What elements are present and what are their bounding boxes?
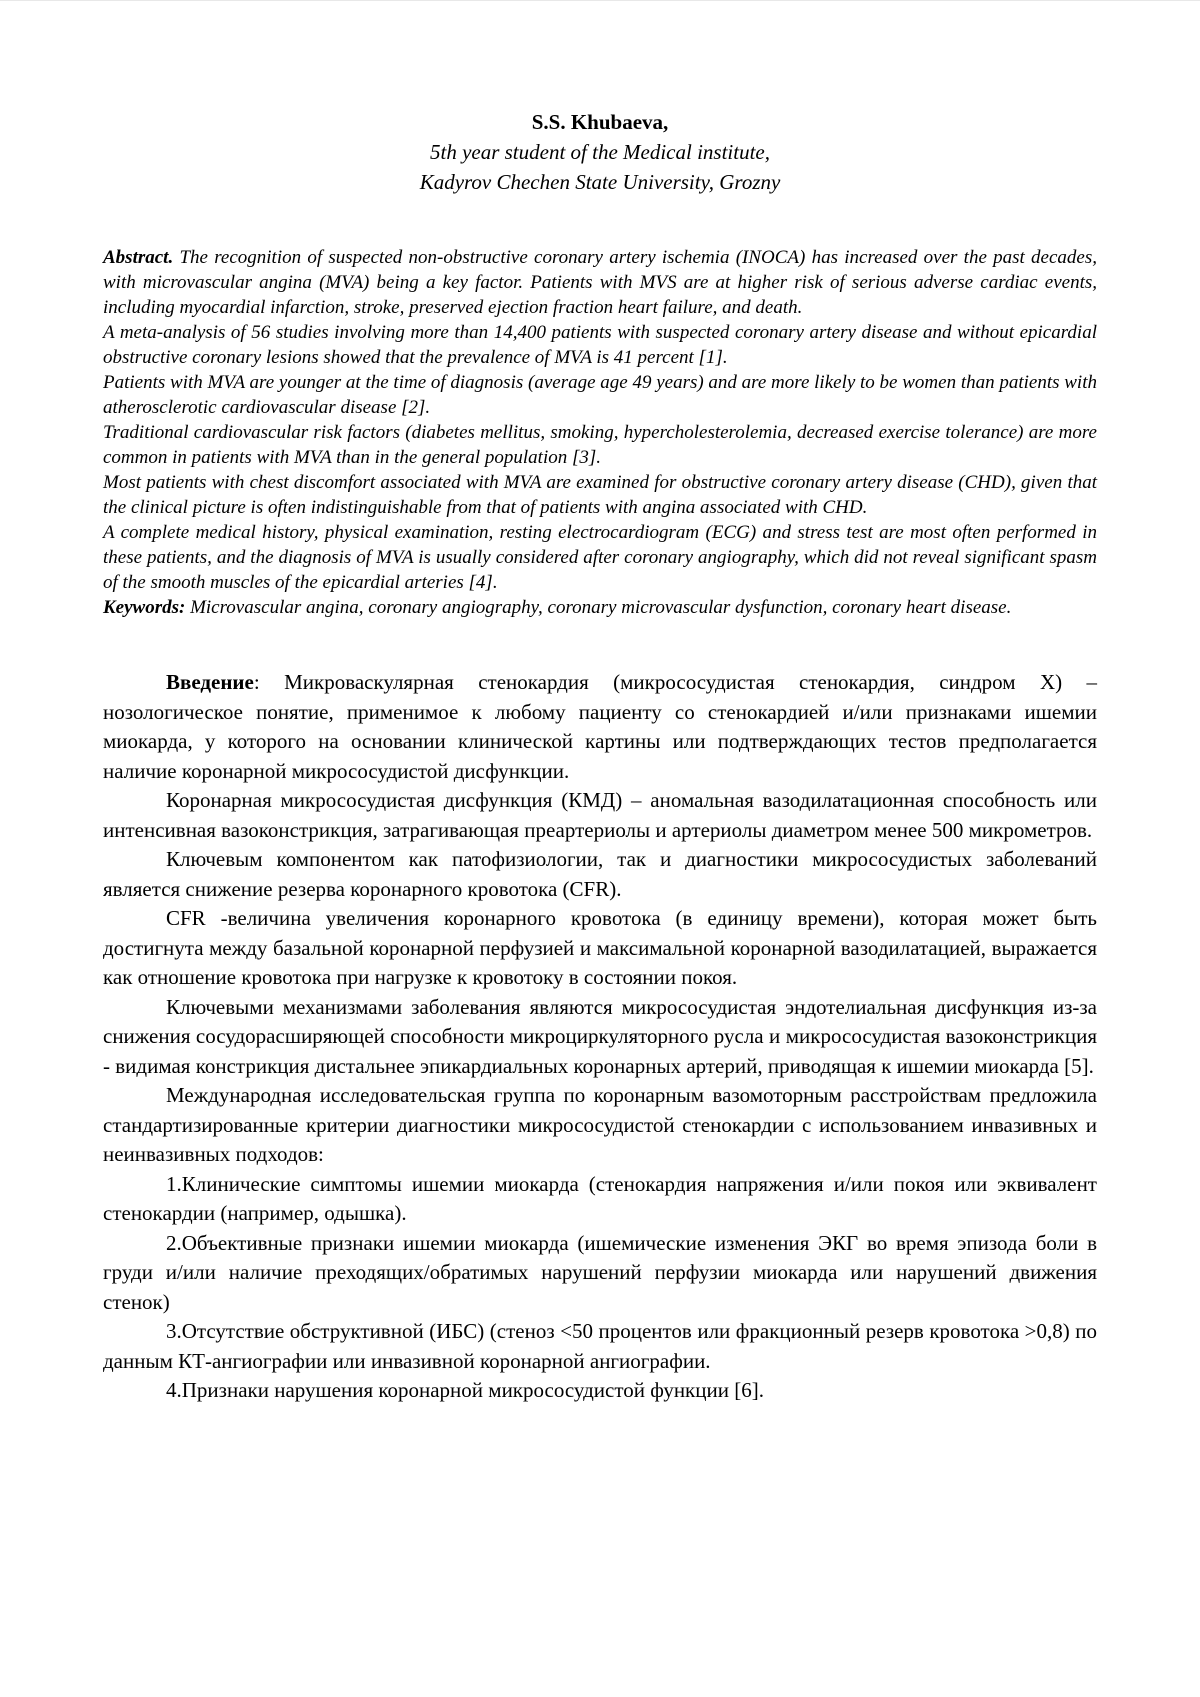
affiliation-line: 5th year student of the Medical institute, (429, 140, 771, 164)
body-paragraph: Международная исследовательская группа по коронарным вазомоторным расстройствам предложила стандартизированные критерии диагностики микрососудистой стенокардии с использованием инвазивных и неинвазивных подходов: (103, 1083, 1097, 1166)
abstract-paragraph: Most patients with chest discomfort associated with MVA are examined for obstructive coronary artery disease (CHD), given that the clinical picture is often indistinguishable from that of patients with angina associated with CHD. (103, 472, 1097, 518)
author-name: S.S. Khubaeva, (531, 110, 669, 134)
body-paragraph: 3.Отсутствие обструктивной (ИБС) (стеноз <50 процентов или фракционный резерв кровотока >0,8) по данным КТ-ангиографии или инвазивной коронарной ангиографии. (103, 1319, 1097, 1373)
body-paragraph: Ключевым компонентом как патофизиологии, так и диагностики микрососудистых заболеваний является снижение резерва коронарного кровотока (CFR). (103, 847, 1097, 901)
body-paragraph: Коронарная микрососудистая дисфункция (КМД) – аномальная вазодилатационная способность или интенсивная вазоконстрикция, затрагивающая преартериолы и артериолы диаметром менее 500 микрометров. (103, 788, 1097, 842)
body-paragraph: 1.Клинические симптомы ишемии миокарда (стенокардия напряжения и/или покоя или эквивалент стенокардии (например, одышка). (103, 1171, 1097, 1225)
body-paragraph: 4.Признаки нарушения коронарной микрососудистой функции [6]. (166, 1378, 764, 1402)
body-paragraph: Ключевыми механизмами заболевания являются микрососудистая эндотелиальная дисфункция из-за снижения сосудорасширяющей способности микроциркуляторного русла и микрососудистая вазоконстрикция - видимая констрикция дистальнее эпикардиальных коронарных артерий, приводящая к ишемии миокарда [5]. (103, 994, 1097, 1078)
keywords-line (103, 595, 1097, 620)
body-paragraph: CFR -величина увеличения коронарного кровотока (в единицу времени), которая может быть достигнута между базальной коронарной перфузией и максимальной коронарной вазодилатацией, выражается как отношение кровотока при нагрузке к кровотоку в состоянии покоя. (103, 906, 1097, 989)
abstract-first-paragraph (103, 245, 1097, 320)
abstract-paragraphs (103, 320, 1097, 595)
article-body (103, 668, 1097, 1406)
abstract-section (103, 245, 1097, 620)
affiliation-block (103, 137, 1097, 197)
document-header (103, 107, 1097, 197)
body-paragraphs (103, 786, 1097, 1406)
intro-text: : Микроваскулярная стенокардия (микрососудистая стенокардия, синдром X) – нозологическое понятие, применимое к любому пациенту со стенокардией и/или признаками ишемии миокарда, у которого на основании клинической картины или подтверждающих тестов предполагается наличие коронарной микрососудистой дисфункции. (103, 670, 1097, 783)
abstract-first-text: The recognition of suspected non-obstructive coronary artery ischemia (INOCA) has increased over the past decades, with microvascular angina (MVA) being a key factor. Patients with MVS are at higher risk of serious adverse cardiac events, including myocardial infarction, stroke, preserved ejection fraction heart failure, and death. (103, 247, 1098, 318)
intro-paragraph (103, 668, 1097, 786)
affiliation-line: Kadyrov Chechen State University, Grozny (419, 170, 781, 194)
abstract-paragraph: Traditional cardiovascular risk factors (diabetes mellitus, smoking, hypercholesterolemia, decreased exercise tolerance) are more common in patients with MVA than in the general population [3]. (103, 422, 1097, 468)
keywords-text: Microvascular angina, coronary angiography, coronary microvascular dysfunction, coronary heart disease. (185, 597, 1012, 618)
abstract-paragraph: A meta-analysis of 56 studies involving more than 14,400 patients with suspected coronary artery disease and without epicardial obstructive coronary lesions showed that the prevalence of MVA is 41 percent [1]. (103, 322, 1097, 368)
abstract-label: Abstract. (103, 247, 174, 268)
keywords-label: Keywords: (103, 597, 186, 618)
abstract-paragraph: Patients with MVA are younger at the time of diagnosis (average age 49 years) and are more likely to be women than patients with atherosclerotic cardiovascular disease [2]. (103, 372, 1097, 418)
abstract-paragraph: A complete medical history, physical examination, resting electrocardiogram (ECG) and stress test are most often performed in these patients, and the diagnosis of MVA is usually considered after coronary angiography, which did not reveal significant spasm of the smooth muscles of the epicardial arteries [4]. (103, 522, 1097, 593)
body-paragraph: 2.Объективные признаки ишемии миокарда (ишемические изменения ЭКГ во время эпизода боли в груди и/или наличие преходящих/обратимых нарушений перфузии миокарда или нарушений движения стенок) (103, 1230, 1097, 1314)
intro-label: Введение (166, 670, 254, 694)
